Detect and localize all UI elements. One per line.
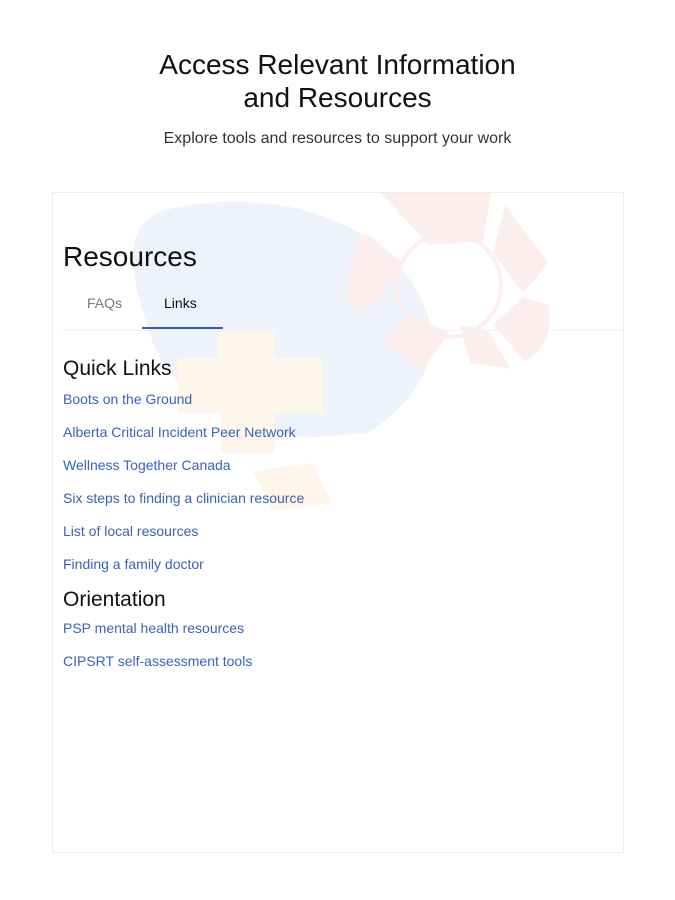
list-item [63, 455, 304, 488]
link-alberta-critical-incident-peer-network[interactable]: Alberta Critical Incident Peer Network [63, 424, 296, 440]
list-item [63, 389, 304, 422]
list-item [63, 618, 252, 651]
link-family-doctor[interactable]: Finding a family doctor [63, 556, 204, 572]
link-local-resources[interactable]: List of local resources [63, 523, 199, 539]
resources-title: Resources [63, 241, 197, 272]
quick-links-section [63, 357, 304, 587]
link-six-steps-clinician[interactable]: Six steps to finding a clinician resource [63, 490, 305, 506]
resources-tabs [67, 285, 223, 329]
list-item [63, 554, 304, 587]
tab-links[interactable]: Links [142, 285, 223, 329]
quick-links-heading: Quick Links [63, 357, 172, 380]
list-item [63, 521, 304, 554]
quick-links-list [63, 389, 304, 587]
link-psp-mental-health[interactable]: PSP mental health resources [63, 620, 245, 636]
resources-card [52, 192, 624, 853]
list-item [63, 488, 304, 521]
orientation-heading: Orientation [63, 588, 166, 611]
list-item [63, 651, 252, 684]
page-subtitle: Explore tools and resources to support your work [163, 130, 512, 147]
list-item [63, 422, 304, 455]
page-title-line-1: Access Relevant Information [159, 49, 516, 80]
link-wellness-together-canada[interactable]: Wellness Together Canada [63, 457, 231, 473]
page-title [0, 48, 675, 114]
page-title-line-2: and Resources [243, 82, 432, 113]
link-boots-on-the-ground[interactable]: Boots on the Ground [63, 391, 193, 407]
orientation-list [63, 618, 252, 684]
link-cipsrt-self-assessment[interactable]: CIPSRT self-assessment tools [63, 653, 253, 669]
resources-content [53, 193, 623, 852]
orientation-section [63, 588, 252, 684]
tab-faqs[interactable]: FAQs [87, 295, 123, 311]
tab-divider [63, 330, 623, 331]
